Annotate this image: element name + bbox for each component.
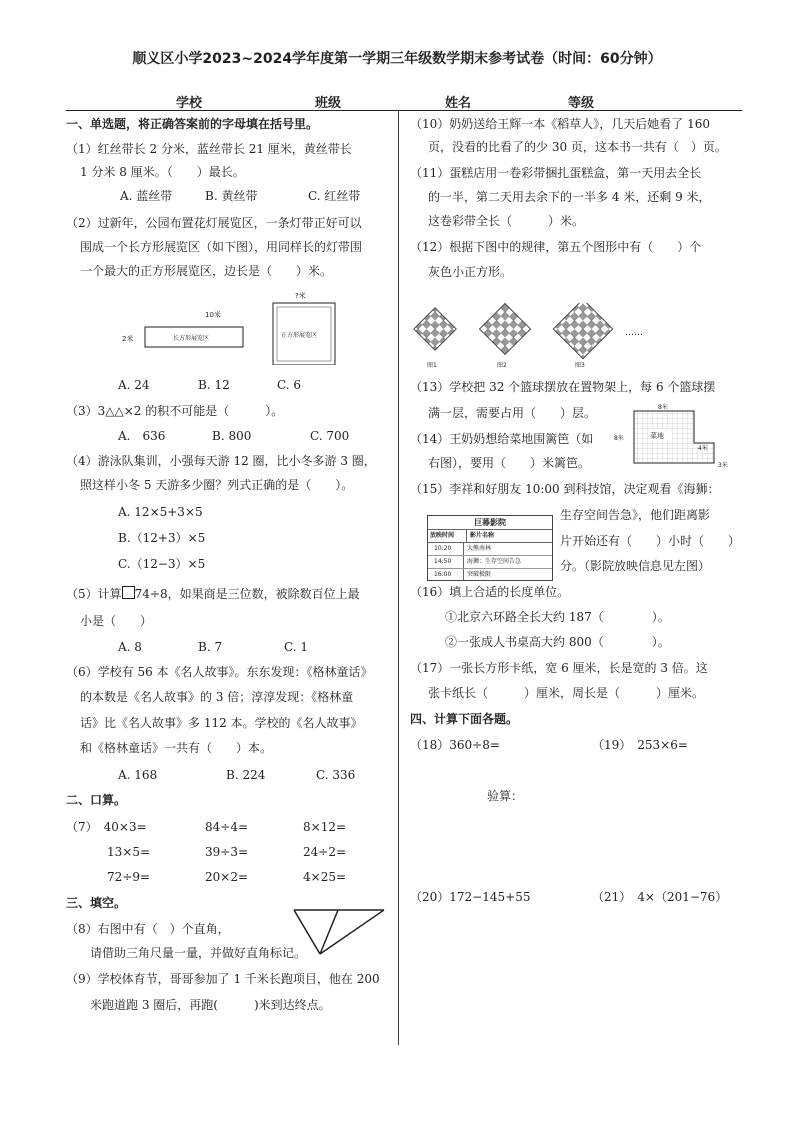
q1-option-c: C. 红丝带 bbox=[308, 189, 361, 203]
triangle-figure bbox=[292, 906, 388, 958]
q5-line1 bbox=[66, 586, 360, 601]
q2-line3: 一个最大的正方形展览区，边长是（ ）米。 bbox=[80, 264, 333, 278]
q14-line1: （14）王奶奶想给菜地围篱笆（如 bbox=[410, 432, 594, 446]
q6-line2: 的本数是《名人故事》的 3 倍；淳淳发现：《格林童 bbox=[80, 690, 354, 704]
rect-height-label: 2米 bbox=[122, 335, 134, 343]
q7-r3c1: 72÷9= bbox=[107, 870, 151, 884]
q1-option-a: A. 蓝丝带 bbox=[120, 189, 173, 203]
q6-option-a: A. 168 bbox=[118, 768, 158, 782]
q12-line1: （12）根据下图中的规律，第五个图形中有（ ）个 bbox=[410, 240, 702, 254]
right-length-label-2: 3米 bbox=[718, 462, 728, 469]
section-4-heading: 四、计算下面各题。 bbox=[410, 712, 519, 726]
q6-line1: （6）学校有 56 本《名人故事》。东东发现：《格林童话》 bbox=[66, 665, 373, 679]
section-2-heading: 二、口算。 bbox=[66, 793, 127, 807]
left-length-label: 8米 bbox=[614, 435, 624, 442]
q1-option-b: B. 黄丝带 bbox=[205, 189, 258, 203]
q13-line2: 满一层，需要占用（ ）层。 bbox=[428, 406, 597, 420]
q4-option-c: C.（12−3）×5 bbox=[118, 557, 206, 571]
q5-suffix: 74÷8，如果商是三位数，被除数百位上最 bbox=[134, 587, 360, 601]
q12-line2: 灰色小正方形。 bbox=[428, 265, 513, 279]
q11-line1: （11）蛋糕店用一卷彩带捆扎蛋糕盒，第一天用去全长 bbox=[410, 166, 702, 180]
school-label: 学校 bbox=[176, 96, 203, 111]
column-divider bbox=[398, 110, 399, 1045]
q7-r1c2: 84÷4= bbox=[205, 820, 249, 834]
cinema-schedule-table bbox=[427, 515, 553, 581]
q2-figure bbox=[115, 285, 355, 365]
q7-r2c1: 13×5= bbox=[107, 845, 151, 859]
q15-line4: 分。（影院放映信息见左图） bbox=[560, 559, 711, 573]
section-3-heading: 三、填空。 bbox=[66, 896, 127, 910]
q21: （21） 4×（201−76） bbox=[592, 890, 728, 904]
top-length-label: 8米 bbox=[658, 404, 668, 411]
q9-line1: （9）学校体育节，哥哥参加了 1 千米长跑项目，他在 200 bbox=[66, 972, 380, 986]
q13-line1: （13）学校把 32 个篮球摆放在置物架上，每 6 个篮球摆 bbox=[410, 380, 716, 394]
q1-line1: （1）红丝带长 2 分米，蓝丝带长 21 厘米，黄丝带长 bbox=[66, 142, 352, 156]
q14-line2: 右图），要用（ ）米篱笆。 bbox=[428, 456, 591, 470]
cinema-title: 巨幕影院 bbox=[428, 516, 552, 530]
q4-option-a: A. 12×5+3×5 bbox=[118, 505, 203, 519]
class-label: 班级 bbox=[315, 96, 342, 111]
q5-option-c: C. 1 bbox=[284, 640, 309, 654]
section-1-heading: 一、单选题，将正确答案前的字母填在括号里。 bbox=[66, 117, 319, 131]
q17-line2: 张卡纸长（ ）厘米，周长是（ ）厘米。 bbox=[428, 686, 705, 700]
q5-line2: 小是（ ） bbox=[80, 614, 153, 628]
q6-option-b: B. 224 bbox=[226, 768, 266, 782]
q2-line2: 围成一个长方形展览区（如下图），用同样长的灯带围 bbox=[80, 240, 363, 254]
q7-r1c1: （7） 40×3= bbox=[66, 820, 147, 834]
rect-width-label: 10米 bbox=[205, 311, 221, 319]
q2-option-c: C. 6 bbox=[277, 378, 302, 392]
q6-line4: 和《格林童话》一共有（ ）本。 bbox=[80, 741, 273, 755]
fig2-label: 图2 bbox=[497, 362, 507, 369]
continue-dots: …… bbox=[625, 328, 643, 338]
q15-line2: 生存空间告急》，他们距离影 bbox=[560, 508, 711, 522]
q10-line1: （10）奶奶送给王辉一本《稻草人》，几天后她看了 160 bbox=[410, 117, 710, 131]
q19: （19） 253×6= bbox=[592, 738, 688, 752]
name-label: 姓名 bbox=[445, 96, 472, 111]
q5-option-b: B. 7 bbox=[198, 640, 223, 654]
q17-line1: （17）一张长方形卡纸，宽 6 厘米，长是宽的 3 倍。这 bbox=[410, 661, 708, 675]
q16-item-1: ①北京六环路全长大约 187（ ）。 bbox=[445, 610, 670, 624]
garden-label: 菜地 bbox=[650, 432, 664, 440]
q16-line: （16）填上合适的长度单位。 bbox=[410, 585, 570, 599]
q2-option-a: A. 24 bbox=[118, 378, 150, 392]
cinema-row: 14:50 海狮：生存空间告急 bbox=[428, 556, 552, 569]
q15-line1: （15）李祥和好朋友 10:00 到科技馆，决定观看《海狮： bbox=[410, 482, 720, 496]
q10-line2: 页，没看的比看了的少 30 页，这本书一共有（ ）页。 bbox=[428, 140, 727, 154]
check-label: 验算： bbox=[487, 789, 524, 803]
q3-option-c: C. 700 bbox=[310, 429, 350, 443]
fig3-label: 图3 bbox=[575, 362, 585, 369]
q11-line3: 这卷彩带全长（ ）米。 bbox=[428, 214, 585, 228]
q16-item-2: ②一张成人书桌高大约 800（ ）。 bbox=[445, 635, 670, 649]
cinema-row: 10:20 大熊南林 bbox=[428, 543, 552, 556]
q14-garden-figure bbox=[612, 403, 737, 473]
q4-line2: 照这样小冬 5 天游多少圈？列式正确的是（ ）。 bbox=[80, 478, 354, 492]
q15-line3: 片开始还有（ ）小时（ ） bbox=[560, 534, 741, 548]
q7-r3c3: 4×25= bbox=[303, 870, 347, 884]
q7-r2c3: 24÷2= bbox=[303, 845, 347, 859]
q6-option-c: C. 336 bbox=[316, 768, 356, 782]
square-side-label: ?米 bbox=[295, 292, 306, 300]
header-film: 影片名称 bbox=[470, 532, 495, 539]
q11-line2: 的一半，第二天用去余下的一半多 4 米，还剩 9 米， bbox=[428, 190, 711, 204]
q9-line2: 米跑道跑 3 圈后，再跑( )米到达终点。 bbox=[90, 998, 331, 1012]
q2-line1: （2）过新年，公园布置花灯展览区，一条灯带正好可以 bbox=[66, 216, 362, 230]
q7-r2c2: 39÷3= bbox=[205, 845, 249, 859]
q12-pattern-figure bbox=[405, 303, 695, 373]
cinema-header-row bbox=[428, 530, 552, 543]
grade-label: 等级 bbox=[568, 96, 595, 111]
q2-option-b: B. 12 bbox=[198, 378, 230, 392]
q8-line2: 请借助三角尺量一量，并做好直角标记。 bbox=[90, 946, 307, 960]
right-length-label-1: 4米 bbox=[698, 445, 708, 452]
rect-inner-label: 长方形展览区 bbox=[173, 335, 210, 342]
q5-prefix: （5）计算 bbox=[66, 587, 122, 601]
q4-line1: （4）游泳队集训，小强每天游 12 圈，比小冬多游 3 圈， bbox=[66, 454, 376, 468]
q7-r1c3: 8×12= bbox=[303, 820, 347, 834]
q3-option-a: A. 636 bbox=[118, 429, 166, 443]
header-divider bbox=[66, 110, 742, 111]
blank-box bbox=[122, 586, 135, 599]
header-time: 放映时间 bbox=[428, 530, 467, 542]
q1-line2: 1 分米 8 厘米。（ ）最长。 bbox=[80, 165, 245, 179]
fig1-label: 图1 bbox=[427, 362, 437, 369]
q18: （18）360÷8= bbox=[410, 738, 500, 752]
q3-line: （3）3△△×2 的积不可能是（ ）。 bbox=[66, 404, 284, 418]
q8-line1: （8）右图中有（ ）个直角， bbox=[66, 922, 230, 936]
cinema-row: 16:00 突破极限 bbox=[428, 569, 552, 580]
page-title: 顺义区小学2023~2024学年度第一学期三年级数学期末参考试卷（时间：60分钟） bbox=[132, 51, 662, 67]
square-inner-label: 正方形展览区 bbox=[281, 332, 318, 339]
q20: （20）172−145+55 bbox=[410, 890, 531, 904]
q7-r3c2: 20×2= bbox=[205, 870, 249, 884]
q3-option-b: B. 800 bbox=[212, 429, 252, 443]
q5-option-a: A. 8 bbox=[118, 640, 142, 654]
q4-option-b: B.（12+3）×5 bbox=[118, 531, 206, 545]
q6-line3: 话》比《名人故事》多 112 本。学校的《名人故事》 bbox=[80, 716, 363, 730]
